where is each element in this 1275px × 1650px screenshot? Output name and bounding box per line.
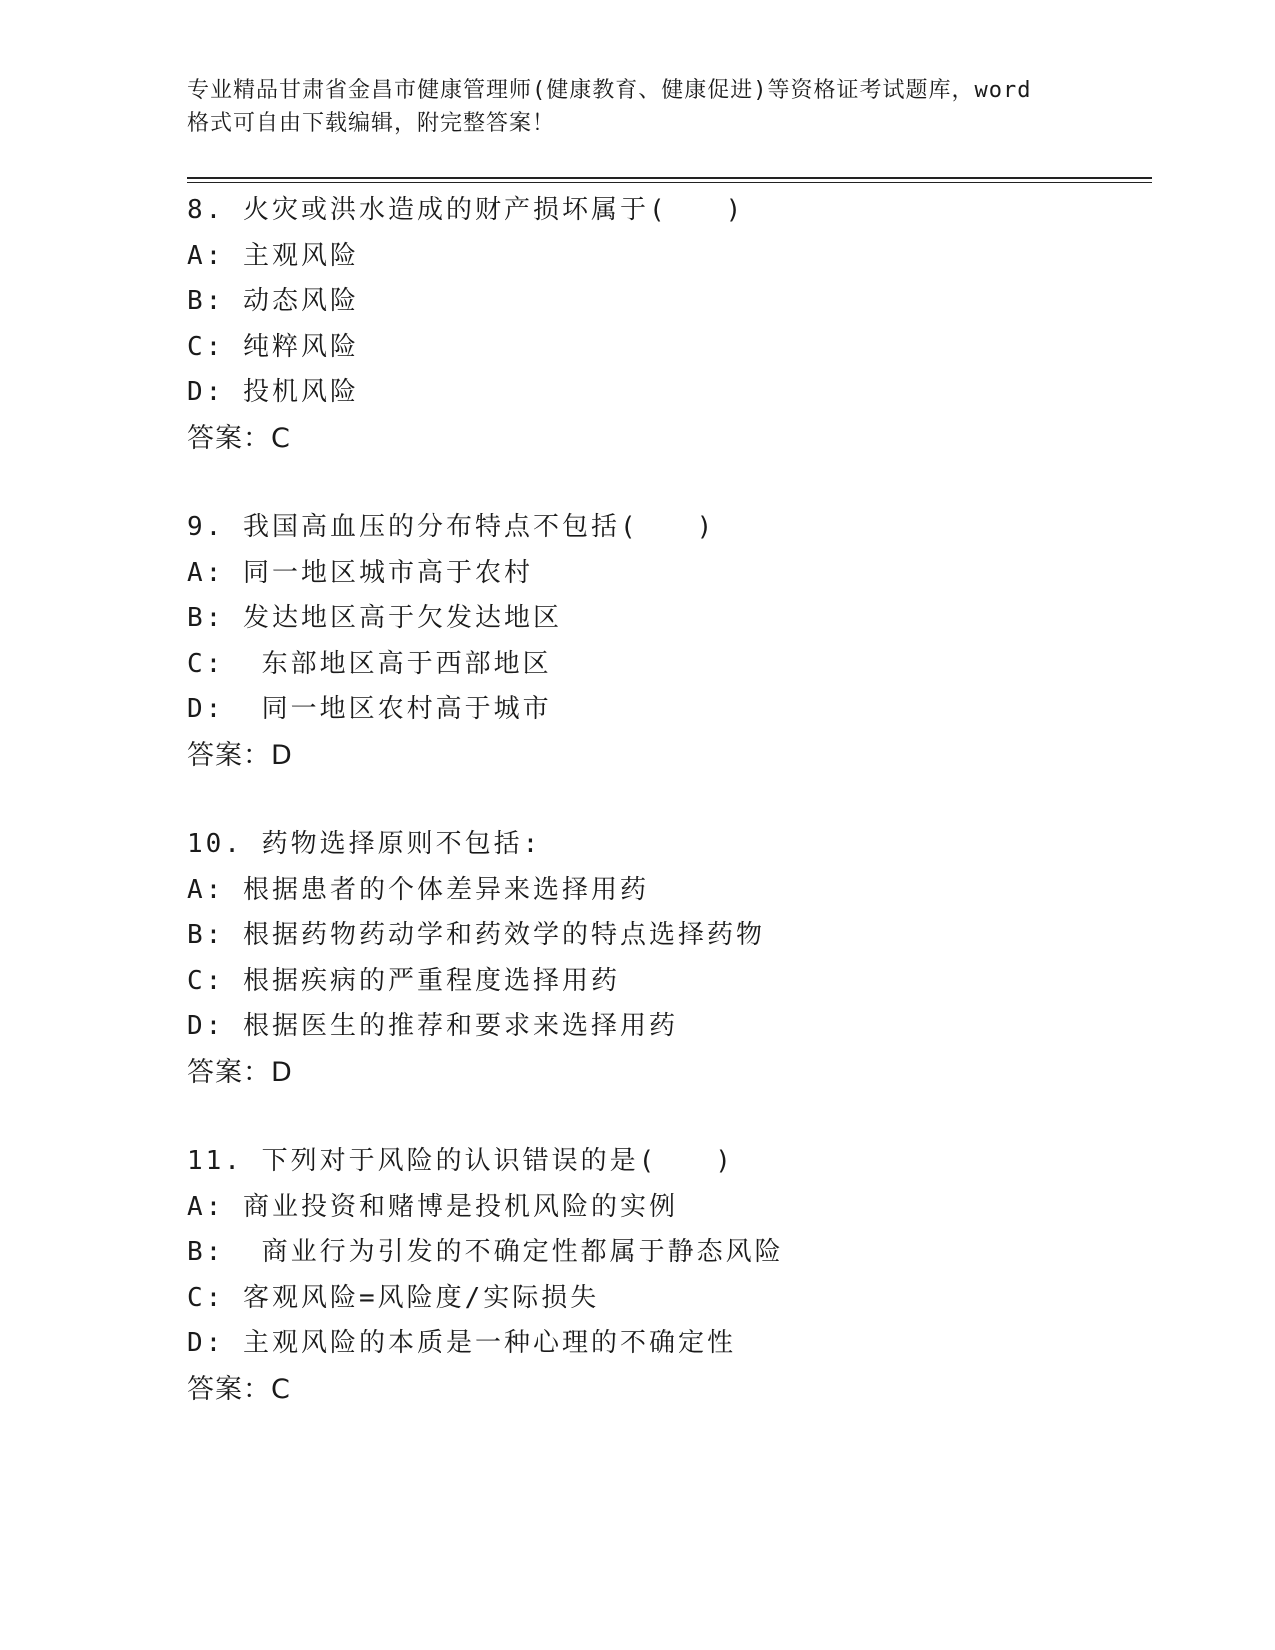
option-a: A: 根据患者的个体差异来选择用药 <box>187 874 649 905</box>
question-9 <box>187 505 1147 778</box>
answer: 答案：C <box>187 422 291 454</box>
document-header <box>187 74 1087 140</box>
option-b: B: 动态风险 <box>187 286 359 316</box>
option-c: C: 纯粹风险 <box>187 331 359 362</box>
option-b: B: 商业行为引发的不确定性都属于静态风险 <box>187 1237 784 1267</box>
option-d: D: 根据医生的推荐和要求来选择用药 <box>187 1011 678 1041</box>
header-line-1: 专业精品甘肃省金昌市健康管理师(健康教育、健康促进)等资格证考试题库，word <box>187 78 1032 103</box>
option-c: C: 根据疾病的严重程度选择用药 <box>187 965 620 996</box>
option-d: D: 同一地区农村高于城市 <box>187 694 552 724</box>
option-a: A: 商业投资和赌博是投机风险的实例 <box>187 1191 678 1222</box>
option-b: B: 发达地区高于欠发达地区 <box>187 603 562 633</box>
question-stem: 8. 火灾或洪水造成的财产损坏属于( ) <box>187 195 745 225</box>
option-d: D: 投机风险 <box>187 377 359 407</box>
question-list <box>187 188 1147 1456</box>
question-8 <box>187 188 1147 461</box>
option-a: A: 同一地区城市高于农村 <box>187 557 533 588</box>
question-stem: 11. 下列对于风险的认识错误的是( ) <box>187 1146 734 1176</box>
answer: 答案：D <box>187 1056 293 1088</box>
option-b: B: 根据药物药动学和药效学的特点选择药物 <box>187 920 765 950</box>
option-d: D: 主观风险的本质是一种心理的不确定性 <box>187 1328 736 1358</box>
question-stem: 10. 药物选择原则不包括: <box>187 829 542 859</box>
header-line-2: 格式可自由下载编辑，附完整答案！ <box>187 111 556 136</box>
question-11 <box>187 1139 1147 1412</box>
answer: 答案：C <box>187 1373 291 1405</box>
header-divider-thin <box>187 182 1152 183</box>
option-c: C: 客观风险=风险度/实际损失 <box>187 1282 600 1313</box>
option-a: A: 主观风险 <box>187 240 359 271</box>
answer: 答案：D <box>187 739 293 771</box>
option-c: C: 东部地区高于西部地区 <box>187 648 552 679</box>
question-stem: 9. 我国高血压的分布特点不包括( ) <box>187 512 716 542</box>
question-10 <box>187 822 1147 1095</box>
header-divider-thick <box>187 177 1152 179</box>
